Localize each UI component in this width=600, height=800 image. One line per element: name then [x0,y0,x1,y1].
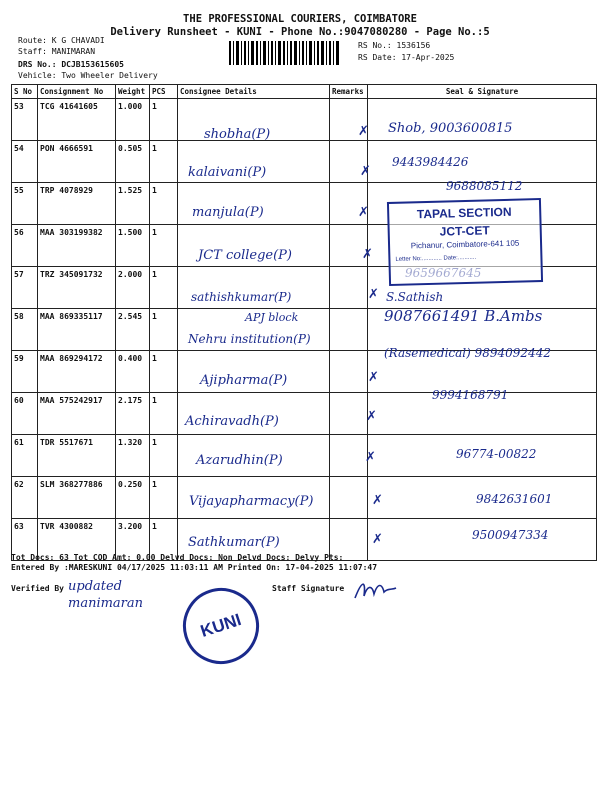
check-mark-icon: ✗ [365,450,376,465]
rs-date: RS Date: 17-Apr-2025 [358,53,455,62]
cell-sno: 55 [12,183,38,225]
cell-consignment: TVR 4300882 [38,519,116,561]
cell-weight: 1.000 [116,99,150,141]
cell-weight: 2.000 [116,267,150,309]
hand-seal: 9443984426 [392,155,469,169]
table-row [12,393,597,435]
cell-weight: 0.250 [116,477,150,519]
rs-number: RS No.: 1536156 [358,41,431,50]
drs-label: DRS No.: DCJB153615605 [18,60,124,69]
col-remarks: Remarks [330,85,368,99]
hand-seal: 9994168791 [432,388,509,402]
verified-handwriting: updated manimaran [68,579,144,611]
hand-seal: Shob, 9003600815 [388,121,513,136]
cell-sno: 57 [12,267,38,309]
runsheet-title: Delivery Runsheet - KUNI - Phone No.:9047080280 - Page No.:5 [110,26,490,38]
cell-sno: 53 [12,99,38,141]
check-mark-icon: ✗ [372,493,383,508]
check-mark-icon: ✗ [366,409,377,424]
hand-seal: 9087661491 B.Ambs [384,307,543,325]
hand-consignee: Vijayapharmacy(P) [189,494,314,509]
cell-pcs: 1 [150,351,178,393]
cell-pcs: 1 [150,519,178,561]
hand-seal: S.Sathish [386,290,444,304]
hand-consignee: Azarudhin(P) [196,453,283,468]
stamp-fields: Letter No:............ Date:........... [395,254,477,263]
cell-remarks [330,393,368,435]
cell-sno: 63 [12,519,38,561]
cell-consignment: MAA 303199382 [38,225,116,267]
company-title: THE PROFESSIONAL COURIERS, COIMBATORE [183,13,417,25]
cell-sno: 60 [12,393,38,435]
check-mark-icon: ✗ [372,532,383,547]
cell-weight: 1.320 [116,435,150,477]
cell-weight: 2.545 [116,309,150,351]
cell-pcs: 1 [150,141,178,183]
check-mark-icon: ✗ [358,124,369,139]
staff-label: Staff: MANIMARAN [18,47,96,56]
check-mark-icon: ✗ [358,205,369,220]
hand-seal: 9842631601 [476,492,553,506]
cell-sno: 59 [12,351,38,393]
hand-seal: 9500947334 [472,528,549,542]
cell-pcs: 1 [150,393,178,435]
stamp-org: JCT-CET [439,223,490,239]
cell-weight: 0.400 [116,351,150,393]
cell-remarks [330,435,368,477]
check-mark-icon: ✗ [360,164,371,179]
entered-line: Entered By :MARESKUNI 04/17/2025 11:03:11 AM Printed On: 17-04-2025 11:07:47 [11,563,378,572]
stamp-address: Pichanur, Coimbatore-641 105 [410,238,520,251]
cell-remarks [330,309,368,351]
col-consignee: Consignee Details [178,85,330,99]
cell-weight: 3.200 [116,519,150,561]
col-seal: Seal & Signature [368,85,597,99]
col-sno: S No [12,85,38,99]
stamp-title: TAPAL SECTION [416,204,512,222]
tapal-stamp [387,198,543,286]
cell-weight: 1.500 [116,225,150,267]
hand-consignee: Nehru institution(P) [188,332,311,346]
cell-pcs: 1 [150,435,178,477]
cell-sno: 56 [12,225,38,267]
cell-remarks [330,267,368,309]
staff-signature-icon [352,578,398,608]
hand-consignee: sathishkumar(P) [191,290,292,304]
cell-consignment: TRZ 345091732 [38,267,116,309]
hand-seal: (Rasemedical) 9894092442 [384,346,551,360]
cell-remarks [330,477,368,519]
cell-pcs: 1 [150,309,178,351]
cell-pcs: 1 [150,99,178,141]
hand-consignee: manjula(P) [192,205,264,220]
cell-consignment: TDR 5517671 [38,435,116,477]
hand-seal: 9688085112 [446,179,523,193]
check-mark-icon: ✗ [362,247,373,262]
cell-sno: 61 [12,435,38,477]
hand-consignee: Achiravadh(P) [185,414,279,429]
cell-consignment: MAA 869335117 [38,309,116,351]
cell-consignment: MAA 575242917 [38,393,116,435]
route-label: Route: K G CHAVADI [18,36,105,45]
verified-label: Verified By [11,584,64,593]
hand-consignee: Sathkumar(P) [188,535,280,550]
cell-sno: 54 [12,141,38,183]
vehicle-label: Vehicle: Two Wheeler Delivery [18,71,158,80]
cell-consignment: TCG 41641605 [38,99,116,141]
cell-remarks [330,351,368,393]
col-consignment: Consignment No [38,85,116,99]
hand-seal: 96774-00822 [456,447,537,461]
cell-sno: 62 [12,477,38,519]
check-mark-icon: ✗ [368,287,379,302]
hand-consignee: kalaivani(P) [188,165,267,180]
cell-weight: 0.505 [116,141,150,183]
kuni-stamp: KUNI [173,578,269,674]
cell-pcs: 1 [150,267,178,309]
totals-line: Tot Docs: 63 Tot COD Amt: 0.00 Delvd Docs: Non Delvd Docs: Delvy Pts: [11,553,344,562]
table-header-row [12,85,597,99]
col-pcs: PCS [150,85,178,99]
hand-note: APJ block [245,311,299,324]
cell-sno: 58 [12,309,38,351]
hand-consignee: shobha(P) [204,127,271,142]
cell-pcs: 1 [150,225,178,267]
cell-pcs: 1 [150,183,178,225]
cell-weight: 2.175 [116,393,150,435]
hand-consignee: Ajipharma(P) [200,373,288,388]
cell-consignment: TRP 4078929 [38,183,116,225]
check-mark-icon: ✗ [368,370,379,385]
cell-consignment: SLM 368277886 [38,477,116,519]
cell-consignment: MAA 869294172 [38,351,116,393]
hand-consignee: JCT college(P) [198,248,292,263]
cell-pcs: 1 [150,477,178,519]
table-row [12,141,597,183]
staff-signature-label: Staff Signature [272,584,345,593]
cell-consignment: PON 4666591 [38,141,116,183]
cell-weight: 1.525 [116,183,150,225]
col-weight: Weight [116,85,150,99]
barcode-image [229,41,339,65]
